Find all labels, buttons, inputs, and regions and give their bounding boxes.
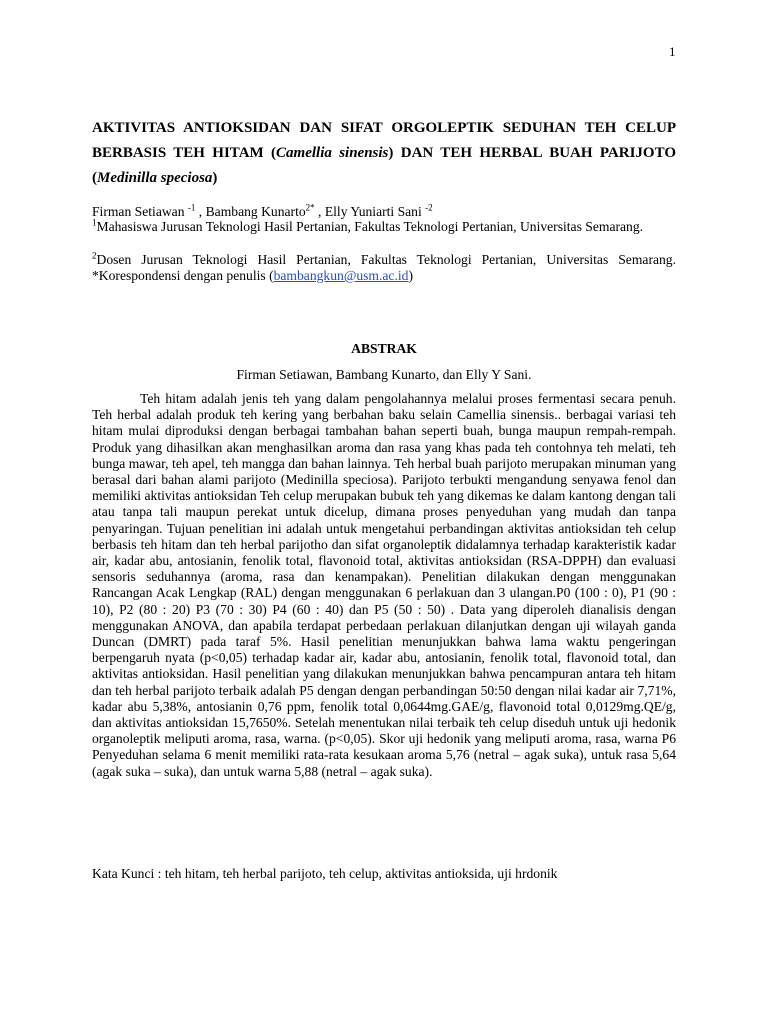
- title-line-1: AKTIVITAS ANTIOKSIDAN DAN SIFAT ORGOLEPTIK SEDUHAN TEH CELUP: [92, 120, 676, 136]
- abstract-body: Teh hitam adalah jenis teh yang dalam pengolahannya melalui proses fermentasi secara penuh. Teh herbal adalah produk teh kering yang berbahan baku selain Camellia sinensis.. berbagai variasi teh hitam mulai diproduksi dengan berbagai tambahan bahan seperti buah, bunga maupun rempah-rempah. Produk yang dihasilkan akan menghasilkan aroma dan rasa yang khas pada teh contohnya teh melati, teh bunga mawar, teh apel, teh mangga dan bahan lainnya. Teh herbal buah parijoto merupakan minuman yang berasal dari bahan alami parijoto (Medinilla speciosa). Parijoto terbukti mengandung senyawa fenol dan memiliki aktivitas antioksidan Teh celup merupakan bubuk teh yang dikemas ke dalam kantong dengan tali atau tanpa tali maupun perekat untuk dicelup, dimana proses penyeduhan yang mudah dan tanpa penyaringan. Tujuan penelitian ini adalah untuk mengetahui perbandingan aktivitas antioksidan teh celup berbasis teh hitam dan teh herbal parijotho dan sifat organoleptik didalamnya terhadap karakteristik kadar air, kadar abu, antosianin, fenolik total, flavonoid total, aktivitas antioksidan (RSA-DPPH) dan evaluasi sensoris seduhannya (aroma, rasa dan kenampakan). Penelitian dilakukan dengan menggunakan Rancangan Acak Lengkap (RAL) dengan menggunakan 6 perlakuan dan 3 ulangan.P0 (100 : 0), P1 (90 : 10), P2 (80 : 20) P3 (70 : 30) P4 (60 : 40) dan P5 (50 : 50) . Data yang diperoleh dianalisis dengan menggunakan ANOVA, dan apabila terdapat perbedaan perlakuan dilanjutkan dengan uji wilayah ganda Duncan (DMRT) pada taraf 5%. Hasil penelitian menunjukkan bahwa lama waktu pengeringan berpengaruh nyata (p<0,05) terhadap kadar air, kadar abu, antosianin, fenolik total, flavonoid total, dan aktivitas antioksidan. Hasil penelitian yang dilakukan menunjukkan bahwa pencampuran antara teh hitam dan teh herbal parijoto terbaik adalah P5 dengan dengan perbandingan 50:50 dengan nilai kadar air 7,71%, kadar abu 5,38%, antosianin 0,76 ppm, fenolik total 0,0644mg.GAE/g, flavonoid total 0,0129mg.QE/g, dan aktivitas antioksidan 15,7650%. Setelah menentukan nilai terbaik teh celup diseduh untuk uji hedonik organoleptik meliputi aroma, rasa, warna. (p<0,05). Skor uji hedonik yang meliputi aroma, rasa, warna P6 Penyeduhan selama 6 menit memiliki rata-rata kesukaan aroma 5,76 (netral – agak suka), untuk rasa 5,64 (agak suka – suka), dan untuk warna 5,88 (netral – agak suka).: [92, 391, 676, 779]
- title-line-3: (Medinilla speciosa): [92, 170, 218, 186]
- title-line-2: BERBASIS TEH HITAM (Camellia sinensis) DAN TEH HERBAL BUAH PARIJOTO: [92, 145, 676, 161]
- abstract-authors: Firman Setiawan, Bambang Kunarto, dan Elly Y Sani.: [236, 367, 532, 382]
- keywords: Kata Kunci : teh hitam, teh herbal parijoto, teh celup, aktivitas antioksida, uji hrdonik: [92, 866, 558, 881]
- author-list: Firman Setiawan $^{-1}$ , Bambang Kunarto$^{2*}$ , Elly Yuniarti Sani $^{-2}$: [92, 202, 433, 219]
- affiliation-2: $^2$Dosen Jurusan Teknologi Hasil Pertanian, Fakultas Teknologi Pertanian, Universitas Semarang. *Korespondensi dengan penulis (bambangkun@usm.ac.id): [92, 250, 676, 283]
- abstract-heading: ABSTRAK: [351, 341, 417, 356]
- email-link[interactable]: bambangkun@usm.ac.id: [273, 268, 409, 283]
- page-number: 1: [669, 44, 676, 59]
- paper-title: [92, 116, 676, 191]
- affiliation-1: $^1$Mahasiswa Jurusan Teknologi Hasil Pertanian, Fakultas Teknologi Pertanian, Universitas Semarang.: [92, 217, 644, 234]
